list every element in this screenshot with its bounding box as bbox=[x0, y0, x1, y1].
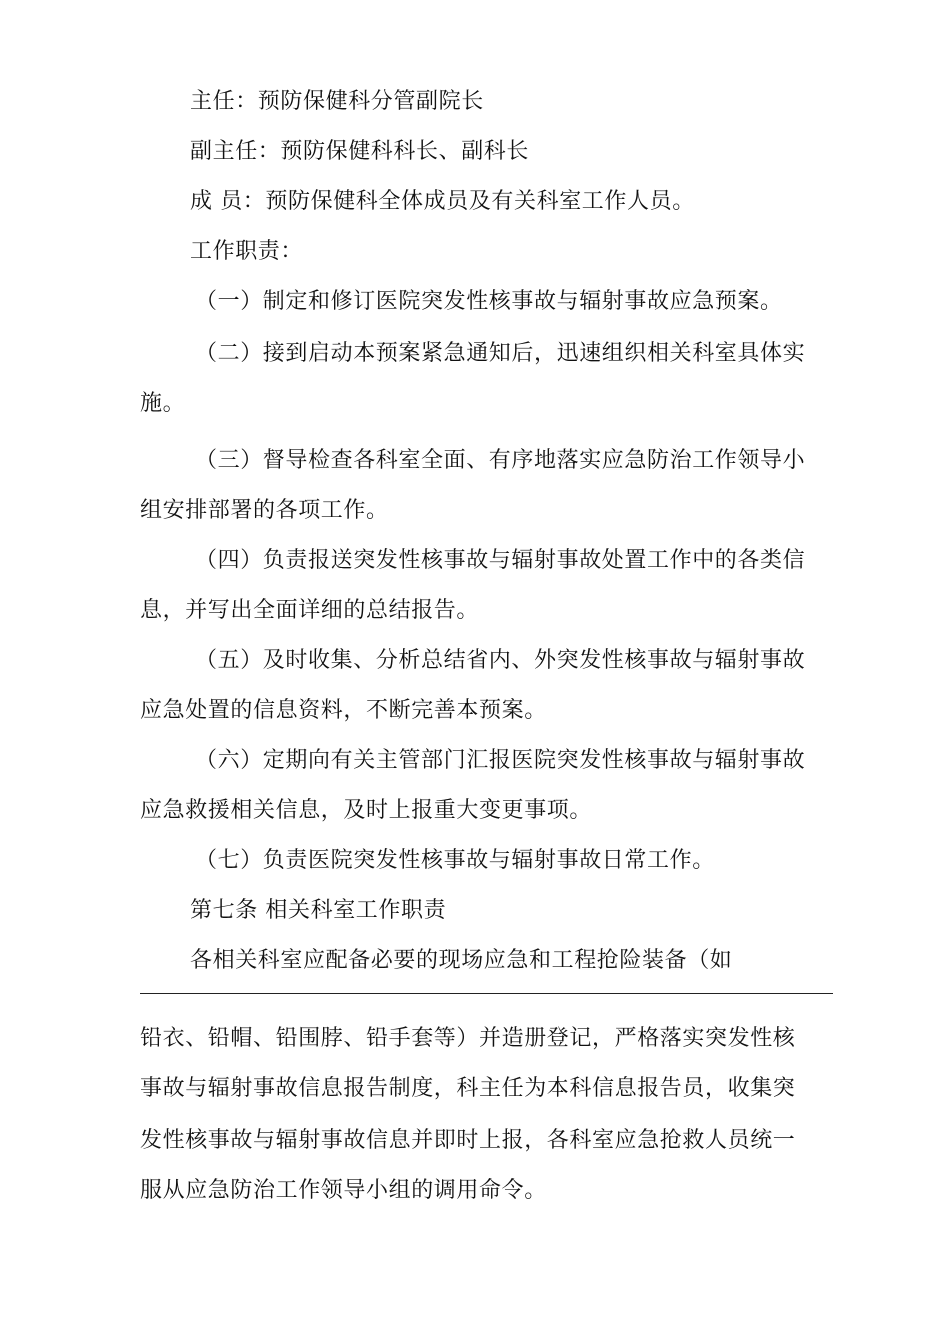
duty-item-5-continued: 应急处置的信息资料，不断完善本预案。 bbox=[140, 698, 547, 723]
continuation-line-1: 铅衣、铅帽、铅围脖、铅手套等）并造册登记，严格落实突发性核 bbox=[140, 1026, 796, 1051]
duty-item-4: （四）负责报送突发性核事故与辐射事故处置工作中的各类信 bbox=[195, 548, 806, 573]
director-line: 主任：预防保健科分管副院长 bbox=[190, 89, 484, 114]
duty-item-7: （七）负责医院突发性核事故与辐射事故日常工作。 bbox=[195, 848, 715, 873]
duty-item-5: （五）及时收集、分析总结省内、外突发性核事故与辐射事故 bbox=[195, 648, 806, 673]
continuation-line-4: 服从应急防治工作领导小组的调用命令。 bbox=[140, 1178, 547, 1203]
deputy-director-line: 副主任：预防保健科科长、副科长 bbox=[190, 139, 530, 164]
duty-item-3: （三）督导检查各科室全面、有序地落实应急防治工作领导小 bbox=[195, 448, 806, 473]
duty-item-3-continued: 组安排部署的各项工作。 bbox=[140, 498, 389, 523]
duties-heading: 工作职责： bbox=[190, 239, 304, 264]
page-break-divider bbox=[140, 993, 833, 994]
article-seven-paragraph-start: 各相关科室应配备必要的现场应急和工程抢险装备（如 bbox=[190, 948, 733, 973]
duty-item-2: （二）接到启动本预案紧急通知后，迅速组织相关科室具体实 bbox=[195, 341, 806, 366]
members-line: 成 员：预防保健科全体成员及有关科室工作人员。 bbox=[190, 189, 695, 214]
continuation-line-3: 发性核事故与辐射事故信息并即时上报，各科室应急抢救人员统一 bbox=[140, 1128, 796, 1153]
duty-item-2-continued: 施。 bbox=[140, 391, 186, 416]
duty-item-6: （六）定期向有关主管部门汇报医院突发性核事故与辐射事故 bbox=[195, 748, 806, 773]
continuation-line-2: 事故与辐射事故信息报告制度，科主任为本科信息报告员，收集突 bbox=[140, 1076, 796, 1101]
duty-item-4-continued: 息，并写出全面详细的总结报告。 bbox=[140, 598, 480, 623]
duty-item-1: （一）制定和修订医院突发性核事故与辐射事故应急预案。 bbox=[195, 289, 783, 314]
article-seven-heading: 第七条 相关科室工作职责 bbox=[190, 898, 447, 923]
duty-item-6-continued: 应急救援相关信息，及时上报重大变更事项。 bbox=[140, 798, 593, 823]
